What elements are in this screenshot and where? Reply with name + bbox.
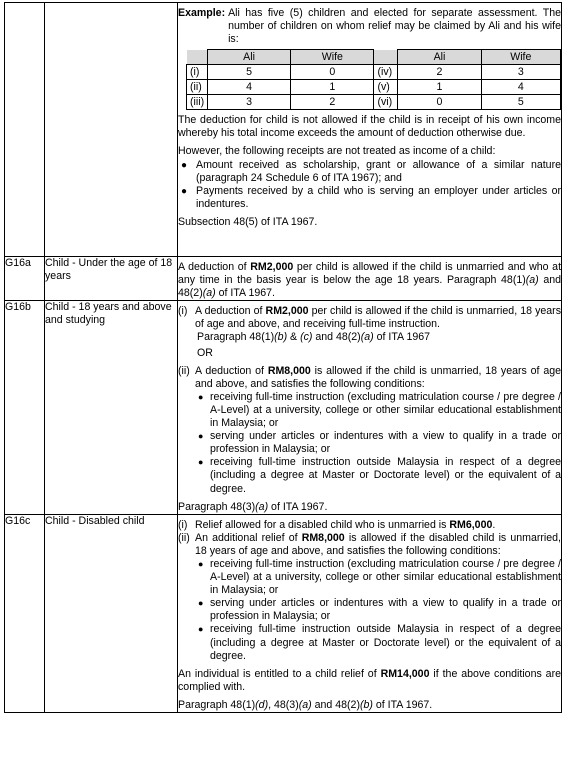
list-item: (ii) An additional relief of RM8,000 is allowed if the disabled child is unmarried, 18 years of age and above, and satisfies the following conditions:: [178, 531, 561, 557]
name-cell: [45, 3, 178, 257]
header-ali: Ali: [398, 50, 481, 65]
receipts-intro: However, the following receipts are not treated as income of a child:: [178, 145, 496, 158]
list-item: ● receiving full-time instruction outside Malaysia in respect of a degree (including a degree at Master or Doctorate level) or the equivalent of a degree.: [198, 623, 561, 662]
amount: RM2,000: [250, 261, 294, 273]
list-item: (i) Relief allowed for a disabled child who is unmarried is RM6,000.: [178, 518, 496, 531]
content-cell: [178, 3, 562, 257]
bullet-icon: ●: [198, 598, 204, 609]
relief-code: G16a: [5, 257, 45, 301]
paragraph-reference: Paragraph 48(1)(b) & (c) and 48(2)(a) of ITA 1967: [197, 331, 431, 344]
bullet-icon: ●: [198, 457, 204, 468]
example-label: Example:: [178, 7, 226, 19]
content-cell: [178, 514, 562, 712]
subsection-reference: Subsection 48(5) of ITA 1967.: [178, 215, 318, 228]
bullet-icon: ●: [198, 431, 204, 442]
header-wife: Wife: [481, 50, 560, 65]
list-item: ● Amount received as scholarship, grant or allowance of a similar nature (paragraph 24 Schedule 6 of ITA 1967); and: [178, 159, 561, 185]
list-item: (i) A deduction of RM2,000 per child is allowed if the child is unmarried, 18 years of age and above, and receiving full-time instruction.: [178, 305, 562, 331]
or-label: OR: [197, 346, 213, 359]
table-row: [5, 257, 562, 301]
example-text: Ali has five (5) children and elected for separate assessment. The number of children on whom relief may be claimed by Ali and his wife is:: [228, 7, 561, 46]
header-ali: Ali: [207, 50, 290, 65]
table-row: [5, 301, 562, 514]
example-block: [178, 7, 561, 46]
children-table: [186, 49, 561, 110]
table-row: [5, 3, 562, 257]
amount: RM6,000: [449, 518, 493, 531]
amount: RM8,000: [267, 364, 311, 377]
relief-name: Child - 18 years and above and studying: [45, 301, 178, 514]
entitlement-paragraph: An individual is entitled to a child relief of RM14,000 if the above conditions are complied with.: [178, 667, 561, 693]
amount: RM8,000: [301, 531, 345, 544]
table-row: (i) 5 0 (iv) 2 3: [187, 65, 561, 80]
table-row: (ii) 4 1 (v) 1 4: [187, 80, 561, 95]
children-header-row: [187, 50, 561, 65]
income-paragraph: The deduction for child is not allowed if the child is in receipt of his own income whereby his total income exceeds the amount of deduction otherwise due.: [178, 114, 561, 140]
bullet-icon: ●: [198, 624, 204, 635]
relief-table: [4, 2, 562, 713]
relief-code: G16b: [5, 301, 45, 514]
paragraph-reference: Paragraph 48(3)(a) of ITA 1967.: [178, 500, 328, 513]
relief-code: G16c: [5, 514, 45, 712]
paragraph-reference: Paragraph 48(1)(d), 48(3)(a) and 48(2)(b) of ITA 1967.: [178, 698, 433, 711]
content-cell: A deduction of RM2,000 per child is allowed if the child is unmarried and who at any time in the basis year is below the age 18 years. Paragraph 48(1)(a) and 48(2)(a) of ITA 1967.: [178, 257, 562, 301]
bullet-icon: ●: [198, 558, 204, 569]
bullet-icon: ●: [181, 159, 188, 171]
list-item: ● serving under articles or indentures with a view to qualify in a trade or profession in Malaysia; or: [198, 430, 561, 456]
bullet-icon: ●: [181, 185, 188, 197]
relief-name: Child - Under the age of 18 years: [45, 257, 178, 301]
list-item: (ii) A deduction of RM8,000 is allowed if the child is unmarried, 18 years of age and above, and satisfies the following conditions:: [178, 364, 562, 390]
list-item: ● receiving full-time instruction (excluding matriculation course / pre degree / A-Level) at a university, college or other similar educational establishment in Malaysia; or: [198, 557, 561, 597]
bullet-icon: ●: [198, 391, 204, 402]
amount: RM2,000: [265, 305, 309, 318]
header-wife: Wife: [291, 50, 374, 65]
amount: RM14,000: [380, 667, 430, 680]
content-cell: [178, 301, 562, 514]
relief-name: Child - Disabled child: [45, 514, 178, 712]
list-item: ● Payments received by a child who is serving an employer under articles or indentures.: [178, 185, 561, 211]
list-item: ● receiving full-time instruction (excluding matriculation course / pre degree / A-Level) at a university, college or other similar educational establishment in Malaysia; or: [198, 390, 561, 430]
list-item: ● receiving full-time instruction outside Malaysia in respect of a degree (including a degree at Master or Doctorate level) or the equivalent of a degree.: [198, 456, 561, 495]
list-item: ● serving under articles or indentures with a view to qualify in a trade or profession in Malaysia; or: [198, 597, 561, 623]
table-row: (iii) 3 2 (vi) 0 5: [187, 95, 561, 110]
table-row: [5, 514, 562, 712]
code-cell: [5, 3, 45, 257]
